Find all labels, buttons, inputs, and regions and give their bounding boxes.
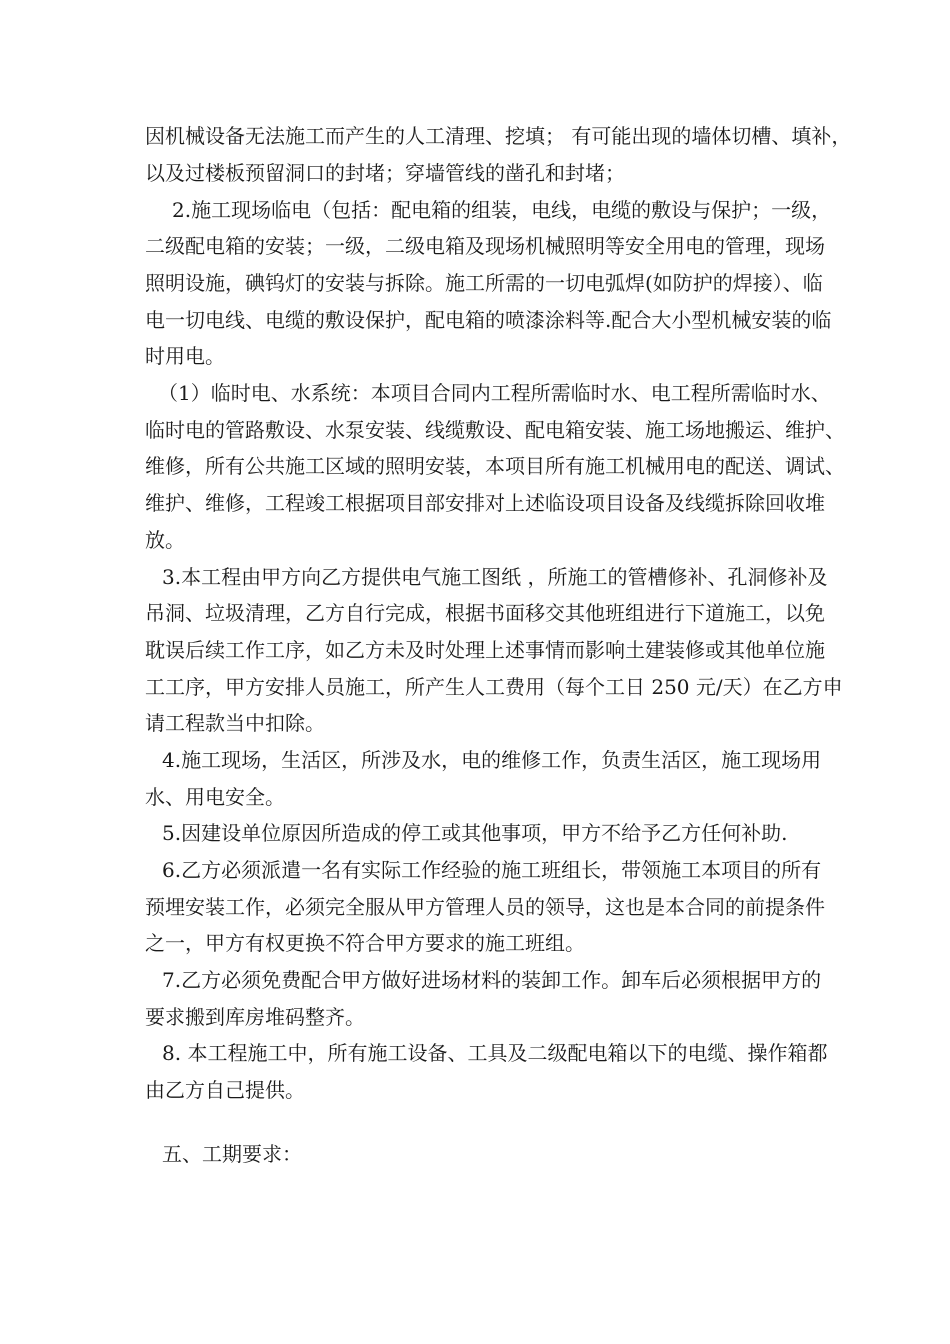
text-line: 预埋安装工作，必须完全服从甲方管理人员的领导，这也是本合同的前提条件 [145,895,825,919]
text-line: 8. 本工程施工中，所有施工设备、工具及二级配电箱以下的电缆、操作箱都 [162,1041,828,1065]
text-line: 6.乙方必须派遣一名有实际工作经验的施工班组长，带领施工本项目的所有 [162,858,822,882]
text-line: 放。 [145,528,185,552]
text-line: 照明设施，碘钨灯的安装与拆除。施工所需的一切电弧焊(如防护的焊接）、临 [145,271,823,295]
text-line: 2.施工现场临电（包括：配电箱的组装，电线，电缆的敷设与保护；一级， [172,198,832,222]
text-line: 请工程款当中扣除。 [145,711,325,735]
section-heading: 五、工期要求： [162,1142,302,1166]
text-line: 二级配电箱的安装；一级，二级电箱及现场机械照明等安全用电的管理，现场 [145,234,825,258]
text-line: 时用电。 [145,344,225,368]
text-line: 以及过楼板预留洞口的封堵；穿墙管线的凿孔和封堵； [145,161,625,185]
text-line: 3.本工程由甲方向乙方提供电气施工图纸 ，所施工的管槽修补、孔洞修补及 [162,565,828,589]
text-line: 工工序，甲方安排人员施工，所产生人工费用（每个工日 250 元/天）在乙方申 [145,675,843,699]
text-line: 要求搬到库房堆码整齐。 [145,1005,365,1029]
text-line: 之一，甲方有权更换不符合甲方要求的施工班组。 [145,931,585,955]
text-line: 水、用电安全。 [145,785,285,809]
text-line: 临时电的管路敷设、水泵安装、线缆敷设、配电箱安装、施工场地搬运、维护、 [145,418,845,442]
text-line: 因机械设备无法施工而产生的人工清理、挖填； 有可能出现的墙体切槽、填补， [145,124,852,148]
text-line: 吊洞、垃圾清理，乙方自行完成，根据书面移交其他班组进行下道施工，以免 [145,601,825,625]
text-line: （1）临时电、水系统：本项目合同内工程所需临时水、电工程所需临时水、 [158,381,831,405]
text-line: 7.乙方必须免费配合甲方做好进场材料的装卸工作。卸车后必须根据甲方的 [162,968,822,992]
text-line: 维护、维修，工程竣工根据项目部安排对上述临设项目设备及线缆拆除回收堆 [145,491,825,515]
text-line: 维修，所有公共施工区域的照明安装，本项目所有施工机械用电的配送、调试、 [145,454,845,478]
text-line: 由乙方自己提供。 [145,1078,305,1102]
text-line: 耽误后续工作工序，如乙方未及时处理上述事情而影响土建装修或其他单位施 [145,638,825,662]
text-line: 5.因建设单位原因所造成的停工或其他事项，甲方不给予乙方任何补助. [162,821,788,845]
text-line: 电一切电线、电缆的敷设保护，配电箱的喷漆涂料等.配合大小型机械安装的临 [145,308,832,332]
text-line: 4.施工现场，生活区，所涉及水，电的维修工作，负责生活区，施工现场用 [162,748,822,772]
